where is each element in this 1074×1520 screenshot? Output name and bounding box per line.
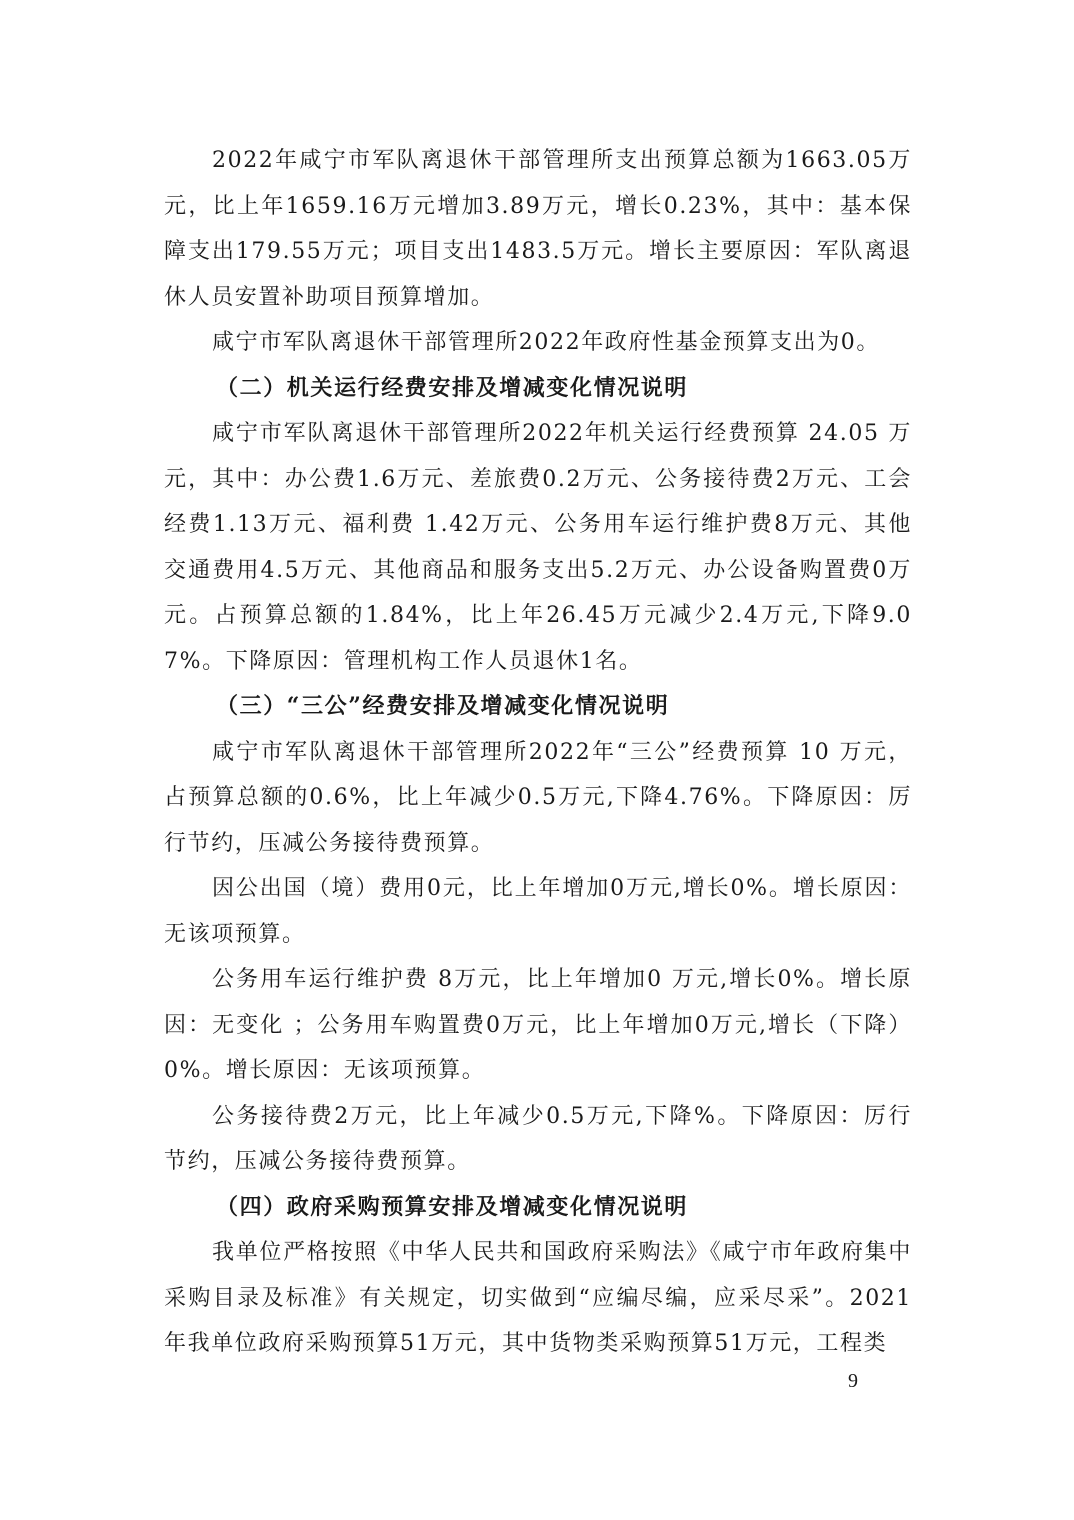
section-heading-procurement: （四）政府采购预算安排及增减变化情况说明 <box>216 1193 689 1220</box>
paragraph-overseas-travel: 因公出国（境）费用0元，比上年增加0万元,增长0%。增长原因：无该项预算。 <box>164 876 912 947</box>
page-body <box>164 138 912 1367</box>
paragraph-government-fund: 咸宁市军队离退休干部管理所2022年政府性基金预算支出为0。 <box>212 330 880 355</box>
paragraph-three-public-budget: 咸宁市军队离退休干部管理所2022年“三公”经费预算 10 万元，占预算总额的0.6%，比上年减少0.5万元,下降4.76%。下降原因：厉行节约，压减公务接待费预算。 <box>164 739 912 856</box>
paragraph-official-reception: 公务接待费2万元，比上年减少0.5万元,下降%。下降原因：厉行节约，压减公务接待费预算。 <box>164 1103 912 1174</box>
section-heading-operating-expenses: （二）机关运行经费安排及增减变化情况说明 <box>216 374 689 401</box>
paragraph-expenditure-total: 2022年咸宁市军队离退休干部管理所支出预算总额为1663.05万元，比上年1659.16万元增加3.89万元，增长0.23%，其中：基本保障支出179.55万元；项目支出1483.5万元。增长主要原因：军队离退休人员安置补助项目预算增加。 <box>164 148 912 310</box>
section-heading-three-public: （三）“三公”经费安排及增减变化情况说明 <box>216 693 670 719</box>
paragraph-procurement: 我单位严格按照《中华人民共和国政府采购法》《咸宁市年政府集中采购目录及标准》有关规定，切实做到“应编尽编，应采尽采”。2021年我单位政府采购预算51万元，其中货物类采购预算51万元，工程类 <box>164 1240 912 1356</box>
page-number: 9 <box>848 1370 858 1392</box>
paragraph-operating-expenses: 咸宁市军队离退休干部管理所2022年机关运行经费预算 24.05 万元，其中：办公费1.6万元、差旅费0.2万元、公务接待费2万元、工会经费1.13万元、福利费 1.42万元、公务用车运行维护费8万元、其他交通费用4.5万元、其他商品和服务支出5.2万元、办公设备购置费0万元。占预算总额的1.84%，比上年26.45万元减少2.4万元,下降9.07%。下降原因：管理机构工作人员退休1名。 <box>164 421 912 674</box>
paragraph-official-vehicles: 公务用车运行维护费 8万元，比上年增加0 万元,增长0%。增长原因：无变化 ；公务用车购置费0万元，比上年增加0万元,增长（下降）0%。增长原因：无该项预算。 <box>164 967 912 1083</box>
